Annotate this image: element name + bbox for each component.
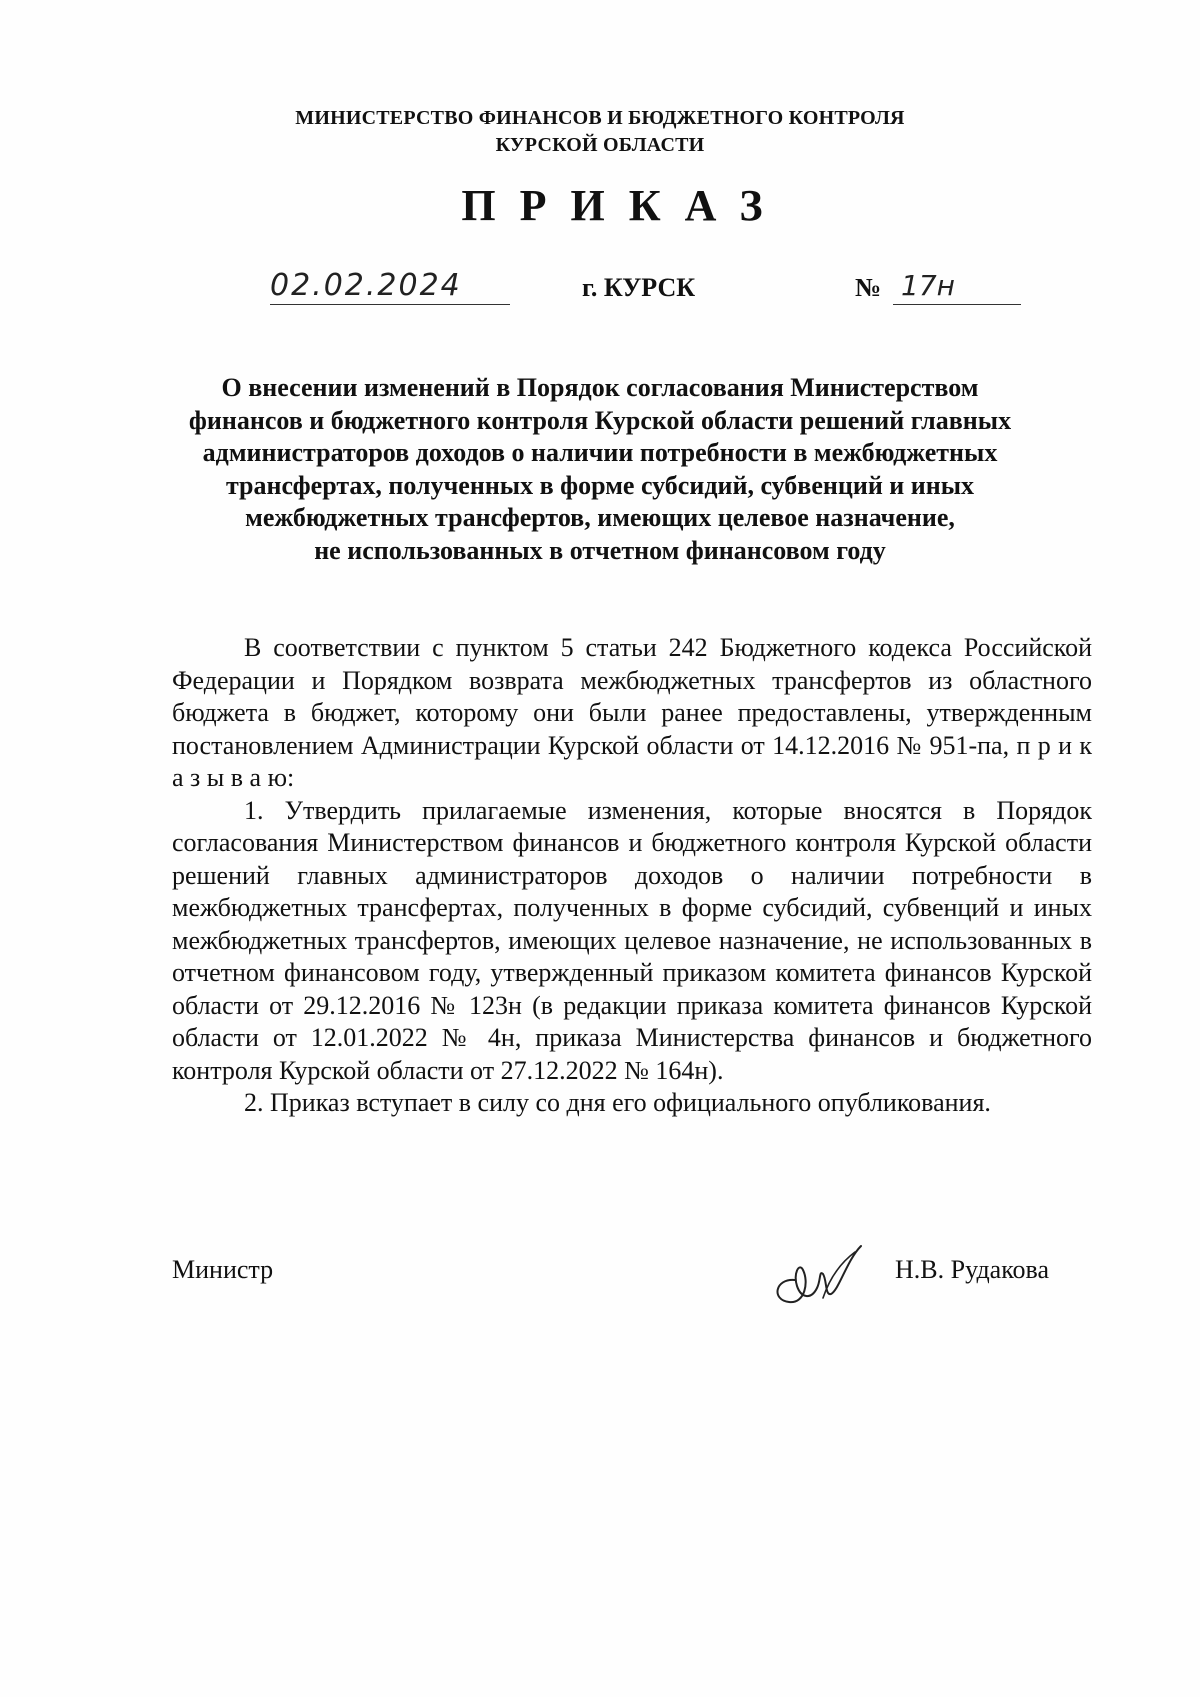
heading-line: не использованных в отчетном финансовом году <box>314 535 886 565</box>
ministry-name-line2: КУРСКОЙ ОБЛАСТИ <box>495 134 705 156</box>
heading-line: трансфертах, полученных в форме субсидий, субвенций и иных <box>225 470 975 500</box>
document-type-title: ПРИКАЗ <box>461 181 787 230</box>
signatory-title: Министр <box>172 1255 274 1284</box>
document-body <box>172 632 1092 1120</box>
document-number-label: № <box>855 273 882 302</box>
body-paragraph-preamble: В соответствии с пунктом 5 статьи 242 Бюджетного кодекса Российской Федерации и Порядком возврата межбюджетных трансфертов из областного бюджета в бюджет, которому они были ранее предоставлены, утвержденным постановлением Администрации Курской области от 14.12.2016 № 951-па, п р и к а з ы в а ю: <box>172 633 1092 792</box>
body-paragraph-item-1: 1. Утвердить прилагаемые изменения, которые вносятся в Порядок согласования Министерством финансов и бюджетного контроля Курской области решений главных администраторов доходов о наличии потребности в межбюджетных трансфертах, полученных в форме субсидий, субвенций и иных межбюджетных трансфертов, имеющих целевое назначение, не использованных в отчетном финансовом году, утвержденный приказом комитета финансов Курской области от 29.12.2016 № 123н (в редакции приказа комитета финансов Курской области от 12.01.2022 № 4н, приказа Министерства финансов и бюджетного контроля Курской области от 27.12.2022 № 164н). <box>172 795 1092 1085</box>
heading-line: администраторов доходов о наличии потребности в межбюджетных <box>202 438 998 467</box>
signature-block <box>0 1240 1200 1320</box>
body-paragraph-item-2: 2. Приказ вступает в силу со дня его официального опубликования. <box>244 1088 991 1117</box>
handwritten-signature-icon <box>765 1240 875 1310</box>
document-city: г. КУРСК <box>582 273 696 302</box>
ministry-name-line1: МИНИСТЕРСТВО ФИНАНСОВ И БЮДЖЕТНОГО КОНТРОЛЯ <box>295 107 905 129</box>
document-number: 17н <box>893 268 1021 305</box>
document-date: 02.02.2024 <box>270 268 510 305</box>
signatory-name: Н.В. Рудакова <box>895 1255 1049 1284</box>
heading-line: финансов и бюджетного контроля Курской области решений главных <box>188 405 1012 435</box>
ministry-header <box>250 105 950 159</box>
heading-line: О внесении изменений в Порядок согласования Министерством <box>221 373 979 402</box>
document-heading <box>160 372 1040 567</box>
document-meta-row <box>0 268 1200 318</box>
heading-line: межбюджетных трансфертов, имеющих целевое назначение, <box>245 503 955 532</box>
